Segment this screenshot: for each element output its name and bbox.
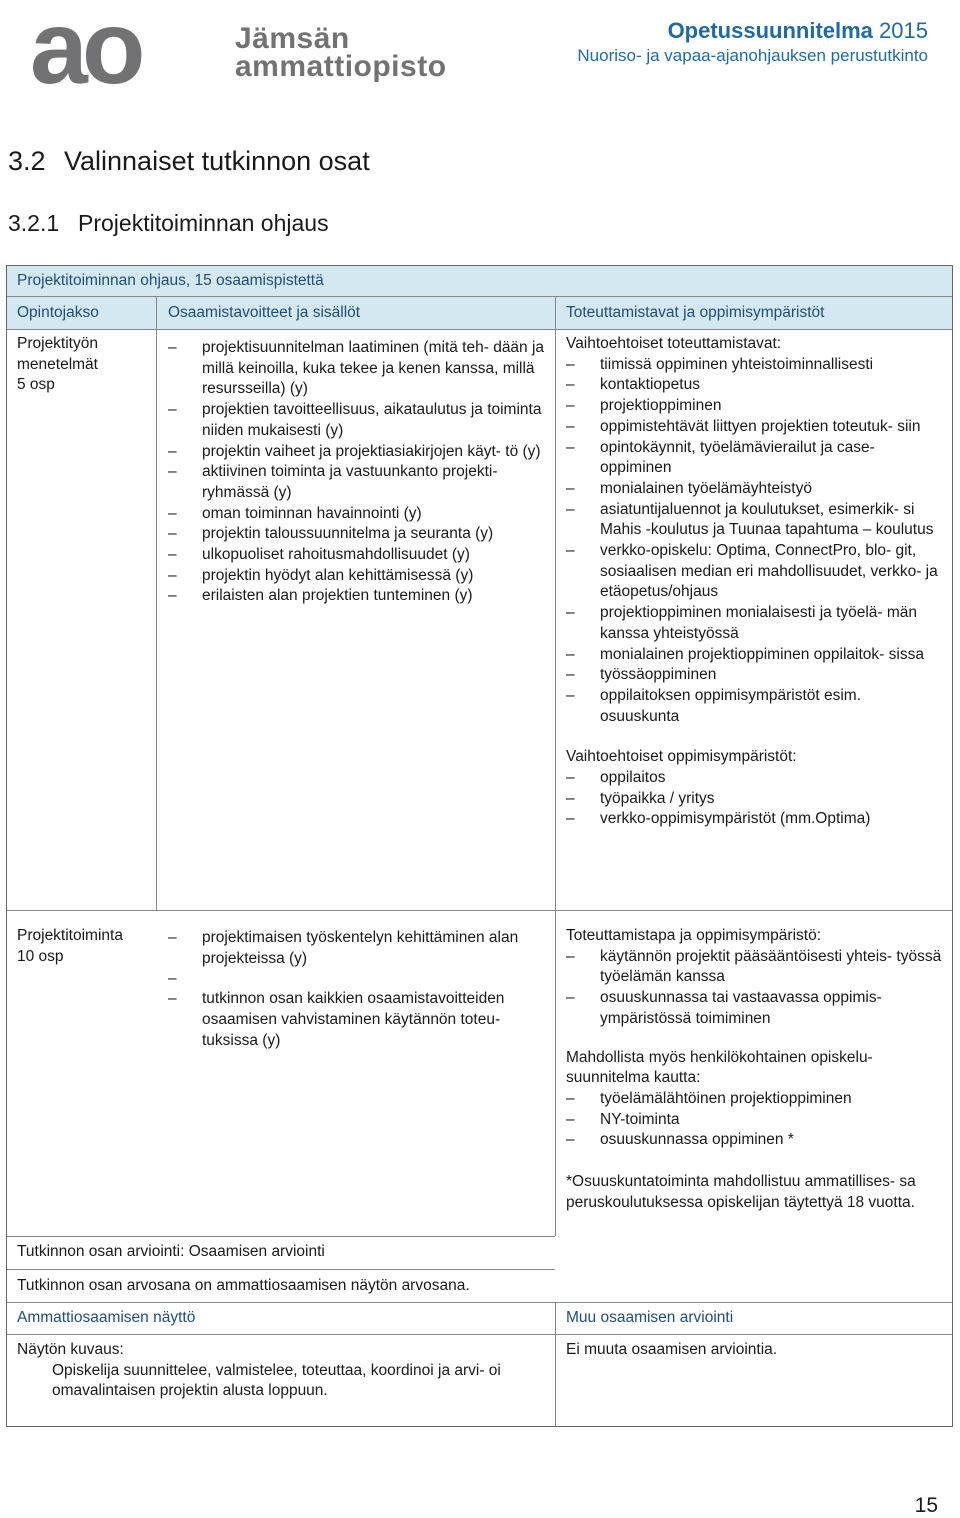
demo-description <box>7 1340 555 1402</box>
logo-mark: ao <box>30 0 140 106</box>
section-heading <box>8 146 370 177</box>
row-divider-2 <box>7 1236 555 1237</box>
subsection-title: Projektitoiminnan ohjaus <box>78 210 329 236</box>
curriculum-table <box>6 265 953 1427</box>
method-item: – projektioppiminen monialaisesti ja työelä- män kanssa yhteistyössä <box>566 603 944 644</box>
header-title-line <box>577 18 928 44</box>
methods-list-1 <box>566 355 944 728</box>
methods-cell-1 <box>566 334 944 830</box>
goal-item: – projektin taloussuunnitelma ja seuranta (y) <box>168 524 545 545</box>
methods-heading-1: Vaihtoehtoiset toteuttamistavat: <box>566 335 782 352</box>
personal-item: – työelämälähtöinen projektioppiminen <box>566 1089 944 1110</box>
method-item: – opintokäynnit, työelämävierailut ja case- oppiminen <box>566 438 944 479</box>
goal-item: – projektien tavoitteellisuus, aikataulutus ja toiminta niiden mukaisesti (y) <box>168 400 545 441</box>
other-assessment-heading: Muu osaamisen arviointi <box>566 1309 734 1326</box>
col-divider-2 <box>555 297 556 1236</box>
goal-item: – erilaisten alan projektien tunteminen (y) <box>168 586 545 607</box>
personal-item: – osuuskunnassa oppiminen * <box>566 1130 944 1151</box>
col-header-methods: Toteuttamistavat ja oppimisympäristöt <box>566 304 825 321</box>
method-item: – työssäoppiminen <box>566 665 944 686</box>
demo-label: Näytön kuvaus: <box>17 1341 124 1358</box>
unit-cell-2 <box>7 926 156 967</box>
goal-item: – projektin hyödyt alan kehittämisessä (y) <box>168 566 545 587</box>
methods-cell-2 <box>566 926 944 1213</box>
goal-item: – projektisuunnitelman laatiminen (mitä teh- dään ja millä keinoilla, kuka tekee ja kenen kanssa, millä resursseilla) (y) <box>168 338 545 400</box>
row-divider-5 <box>7 1334 952 1335</box>
unit-name-1: Projektityön menetelmät <box>17 335 98 373</box>
table-caption: Projektitoiminnan ohjaus, 15 osaamispistettä <box>7 266 952 297</box>
envs-list-1 <box>566 768 944 830</box>
personal-list <box>566 1089 944 1151</box>
methods-list-2 <box>566 947 944 1030</box>
goals-cell-1 <box>168 338 545 607</box>
environment-item: – työpaikka / yritys <box>566 789 944 810</box>
school-logo <box>30 0 447 106</box>
method-item: – oppimistehtävät liittyen projektien toteutuk- siin <box>566 417 944 438</box>
goal-item: – projektimaisen työskentelyn kehittäminen alan projekteissa (y) <box>168 928 545 969</box>
method-item: – oppilaitoksen oppimisympäristöt esim. osuuskunta <box>566 686 944 727</box>
assessment-heading: Tutkinnon osan arviointi: Osaamisen arviointi <box>17 1243 325 1260</box>
method-item: – monialainen projektioppiminen oppilaitok- sissa <box>566 645 944 666</box>
method-item: – tiimissä oppiminen yhteistoiminnallisesti <box>566 355 944 376</box>
col-header-unit: Opintojakso <box>17 304 99 321</box>
unit-credits-2: 10 osp <box>17 947 64 965</box>
unit-credits-1: 5 osp <box>17 376 55 394</box>
assessment-grade-text: Tutkinnon osan arvosana on ammattiosaamisen näytön arvosana. <box>17 1277 470 1294</box>
subsection-number: 3.2.1 <box>8 210 60 236</box>
method-heading-2: Toteuttamistapa ja oppimisympäristö: <box>566 927 822 944</box>
method-item: – asiatuntijaluennot ja koulutukset, esimerkik- si Mahis -koulutus ja Tuunaa tapahtuma – koulutus <box>566 500 944 541</box>
section-number: 3.2 <box>8 146 46 176</box>
method-item: – verkko-opiskelu: Optima, ConnectPro, blo- git, sosiaalisen median eri mahdollisuudet, verkko- ja etäopetus/ohjaus <box>566 541 944 603</box>
envs-heading-1: Vaihtoehtoiset oppimisympäristöt: <box>566 748 797 766</box>
logo-line-2: ammattiopisto <box>235 50 447 83</box>
unit-cell-1 <box>7 334 156 396</box>
header-divider-1 <box>156 297 157 329</box>
logo-line-1: Jämsän <box>235 22 350 55</box>
demo-heading: Ammattiosaamisen näyttö <box>17 1309 196 1326</box>
row-divider-3 <box>7 1269 555 1270</box>
goals-cell-2 <box>168 928 545 1052</box>
subsection-heading <box>8 210 329 237</box>
environment-item: – verkko-oppimisympäristöt (mm.Optima) <box>566 809 944 830</box>
goal-item: – projektin vaiheet ja projektiasiakirjojen käyt- tö (y) <box>168 442 545 463</box>
personal-heading: Mahdollista myös henkilökohtainen opiskelu- suunnitelma kautta: <box>566 1048 873 1087</box>
goal-item: – oman toiminnan havainnointi (y) <box>168 504 545 525</box>
method-item: – kontaktiopetus <box>566 375 944 396</box>
header-divider-2 <box>555 297 556 329</box>
header-year: 2015 <box>879 18 928 43</box>
header-title: Opetussuunnitelma <box>667 18 873 43</box>
method-item: – osuuskunnassa tai vastaavassa oppimis- ympäristössä toimiminen <box>566 988 944 1029</box>
row-divider-1 <box>7 910 952 911</box>
document-header <box>577 18 928 66</box>
goals-list-1 <box>168 338 545 607</box>
goal-item: – tutkinnon osan kaikkien osaamistavoitteiden osaamisen vahvistaminen käytännön toteu- tuksissa (y) <box>168 989 545 1051</box>
demo-text: Opiskelija suunnittelee, valmistelee, toteuttaa, koordinoi ja arvi- oi omavalintaisen projektin alusta loppuun. <box>52 1361 501 1400</box>
goal-spacer <box>168 969 545 989</box>
col-divider-1 <box>156 297 157 910</box>
method-item: – monialainen työelämäyhteistyö <box>566 479 944 500</box>
goal-item: – ulkopuoliset rahoitusmahdollisuudet (y) <box>168 545 545 566</box>
header-subtitle: Nuoriso- ja vapaa-ajanohjauksen perustutkinto <box>577 46 928 65</box>
page-number: 15 <box>914 1494 938 1517</box>
other-assessment-text: Ei muuta osaamisen arviointia. <box>566 1341 778 1358</box>
goals-list-2 <box>168 928 545 1052</box>
method-item: – projektioppiminen <box>566 396 944 417</box>
row-divider-4 <box>7 1302 952 1303</box>
personal-item: – NY-toiminta <box>566 1110 944 1131</box>
section-title: Valinnaiset tutkinnon osat <box>64 146 370 176</box>
footnote: *Osuuskuntatoiminta mahdollistuu ammatillises- sa peruskoulutuksessa opiskelijan täytettyä 18 vuotta. <box>566 1173 916 1211</box>
environment-item: – oppilaitos <box>566 768 944 789</box>
col-header-goals: Osaamistavoitteet ja sisällöt <box>168 304 361 321</box>
method-item: – käytännön projektit pääsääntöisesti yhteis- työssä työelämän kanssa <box>566 947 944 988</box>
goal-item: – aktiivinen toiminta ja vastuunkanto projekti- ryhmässä (y) <box>168 462 545 503</box>
unit-name-2: Projektitoiminta <box>17 927 123 944</box>
